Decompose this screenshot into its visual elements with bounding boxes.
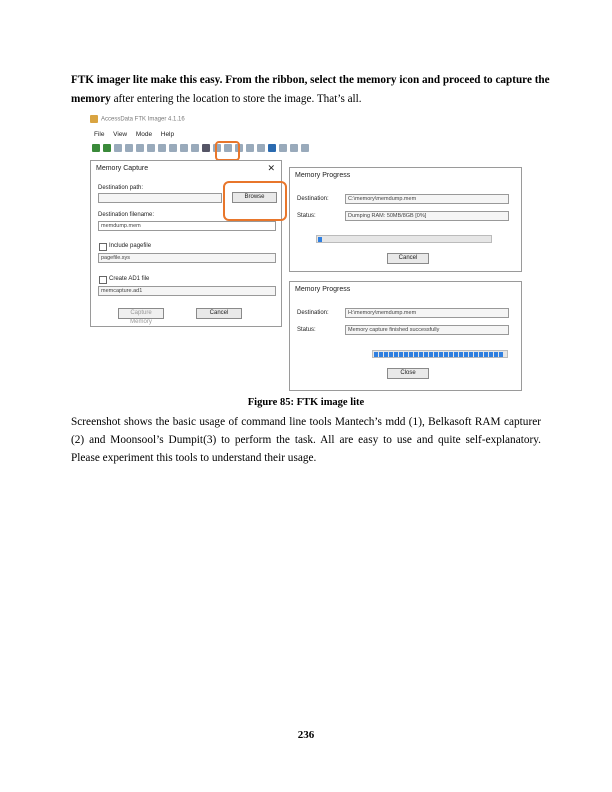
progress2-status-label: Status: [297,327,316,333]
progress-segment [474,352,478,357]
progress-segment [409,352,413,357]
export-image-icon[interactable] [158,144,166,152]
progress-segment [429,352,433,357]
pagefile-input[interactable]: pagefile.sys [98,253,276,263]
include-pagefile-checkbox[interactable] [99,243,107,251]
view-text-icon[interactable] [246,144,254,152]
progress-segment [384,352,388,357]
app-title-bar [90,115,290,125]
obtain-protected-icon[interactable] [191,144,199,152]
progress-segment [464,352,468,357]
progress2-dest-label: Destination: [297,310,329,316]
memory-progress-window-1 [289,167,522,272]
add-evidence-icon[interactable] [92,144,100,152]
dest-filename-input[interactable]: memdump.mem [98,221,276,231]
progress-segment [489,352,493,357]
ftk-logo-icon [90,115,98,123]
progress2-close-button[interactable]: Close [387,368,429,379]
progress-segment [414,352,418,357]
capture-memory-button[interactable]: Capture Memory [118,308,164,319]
dest-path-label: Destination path: [98,185,144,191]
add-all-icon[interactable] [103,144,111,152]
verify-icon[interactable] [180,144,188,152]
include-pagefile-label: Include pagefile [109,243,152,249]
progress1-status-value: Dumping RAM: 50MB/8GB [0%] [345,211,509,221]
menu-bar [94,131,181,138]
progress1-status-label: Status: [297,213,316,219]
menu-file[interactable]: File [94,131,105,138]
capture-memory-icon[interactable] [202,144,210,152]
progress2-status-value: Memory capture finished successfully [345,325,509,335]
progress-segment [499,352,503,357]
dest-filename-label: Destination filename: [98,212,155,218]
ad1-input[interactable]: memcapture.ad1 [98,286,276,296]
progress-segment [424,352,428,357]
browse-button[interactable]: Browse [232,192,277,203]
progress2-title: Memory Progress [295,286,351,293]
app-title: AccessData FTK Imager 4.1.16 [101,116,185,123]
menu-help[interactable]: Help [160,131,175,138]
progress-segment [449,352,453,357]
view-auto-icon[interactable] [257,144,265,152]
cancel-button[interactable]: Cancel [196,308,242,319]
image-mount-icon[interactable] [114,144,122,152]
view-natural-icon[interactable] [268,144,276,152]
memory-icon-highlight [215,141,240,161]
view-details-icon[interactable] [290,144,298,152]
progress-segment [404,352,408,357]
progress-segment [394,352,398,357]
help-icon[interactable] [301,144,309,152]
progress1-cancel-button[interactable]: Cancel [387,253,429,264]
progress-segment [454,352,458,357]
ftk-imager-figure [88,113,526,391]
dest-path-input[interactable] [98,193,222,203]
capture-dialog-title: Memory Capture [96,165,149,172]
progress2-dest-value: H:\memory\memdump.mem [345,308,509,318]
progress-segment [419,352,423,357]
figure-caption: Figure 85: FTK image lite [247,397,365,408]
browse-highlight [223,181,287,221]
progress-segment [434,352,438,357]
memory-progress-window-2 [289,281,522,391]
progress-segment [469,352,473,357]
progress2-bar [372,350,508,358]
view-list-icon[interactable] [279,144,287,152]
progress-segment [318,237,322,242]
create-image-icon[interactable] [147,144,155,152]
progress-segment [374,352,378,357]
export-hash-icon[interactable] [169,144,177,152]
intro-paragraph [71,71,551,109]
progress1-dest-value: C:\memory\memdump.mem [345,194,509,204]
remove-all-icon[interactable] [136,144,144,152]
menu-mode[interactable]: Mode [135,131,153,138]
intro-rest: after entering the location to store the image. That’s all. [110,93,362,105]
progress-segment [494,352,498,357]
intro-bold: FTK imager lite make this easy. From the ribbon, select the memory icon and proceed to capture the memory [71,74,550,105]
progress-segment [439,352,443,357]
progress-segment [399,352,403,357]
create-ad1-checkbox[interactable] [99,276,107,284]
progress1-dest-label: Destination: [297,196,329,202]
progress-segment [484,352,488,357]
progress1-bar [316,235,492,243]
create-ad1-label: Create AD1 file [109,276,150,282]
close-icon[interactable]: ✕ [267,163,275,173]
progress-segment [479,352,483,357]
remove-evidence-icon[interactable] [125,144,133,152]
page-number: 236 [297,729,315,741]
progress-segment [379,352,383,357]
progress-segment [459,352,463,357]
progress-segment [389,352,393,357]
progress1-title: Memory Progress [295,172,351,179]
progress-segment [444,352,448,357]
menu-view[interactable]: View [113,131,128,138]
body-paragraph: Screenshot shows the basic usage of command line tools Mantech’s mdd (1), Belkasoft RAM capturer (2) and Moonsool’s Dumpit(3) to perform the task. All are easy to use and quite self-explanatory. Please experiment this tools to understand their usage. [71,416,541,464]
